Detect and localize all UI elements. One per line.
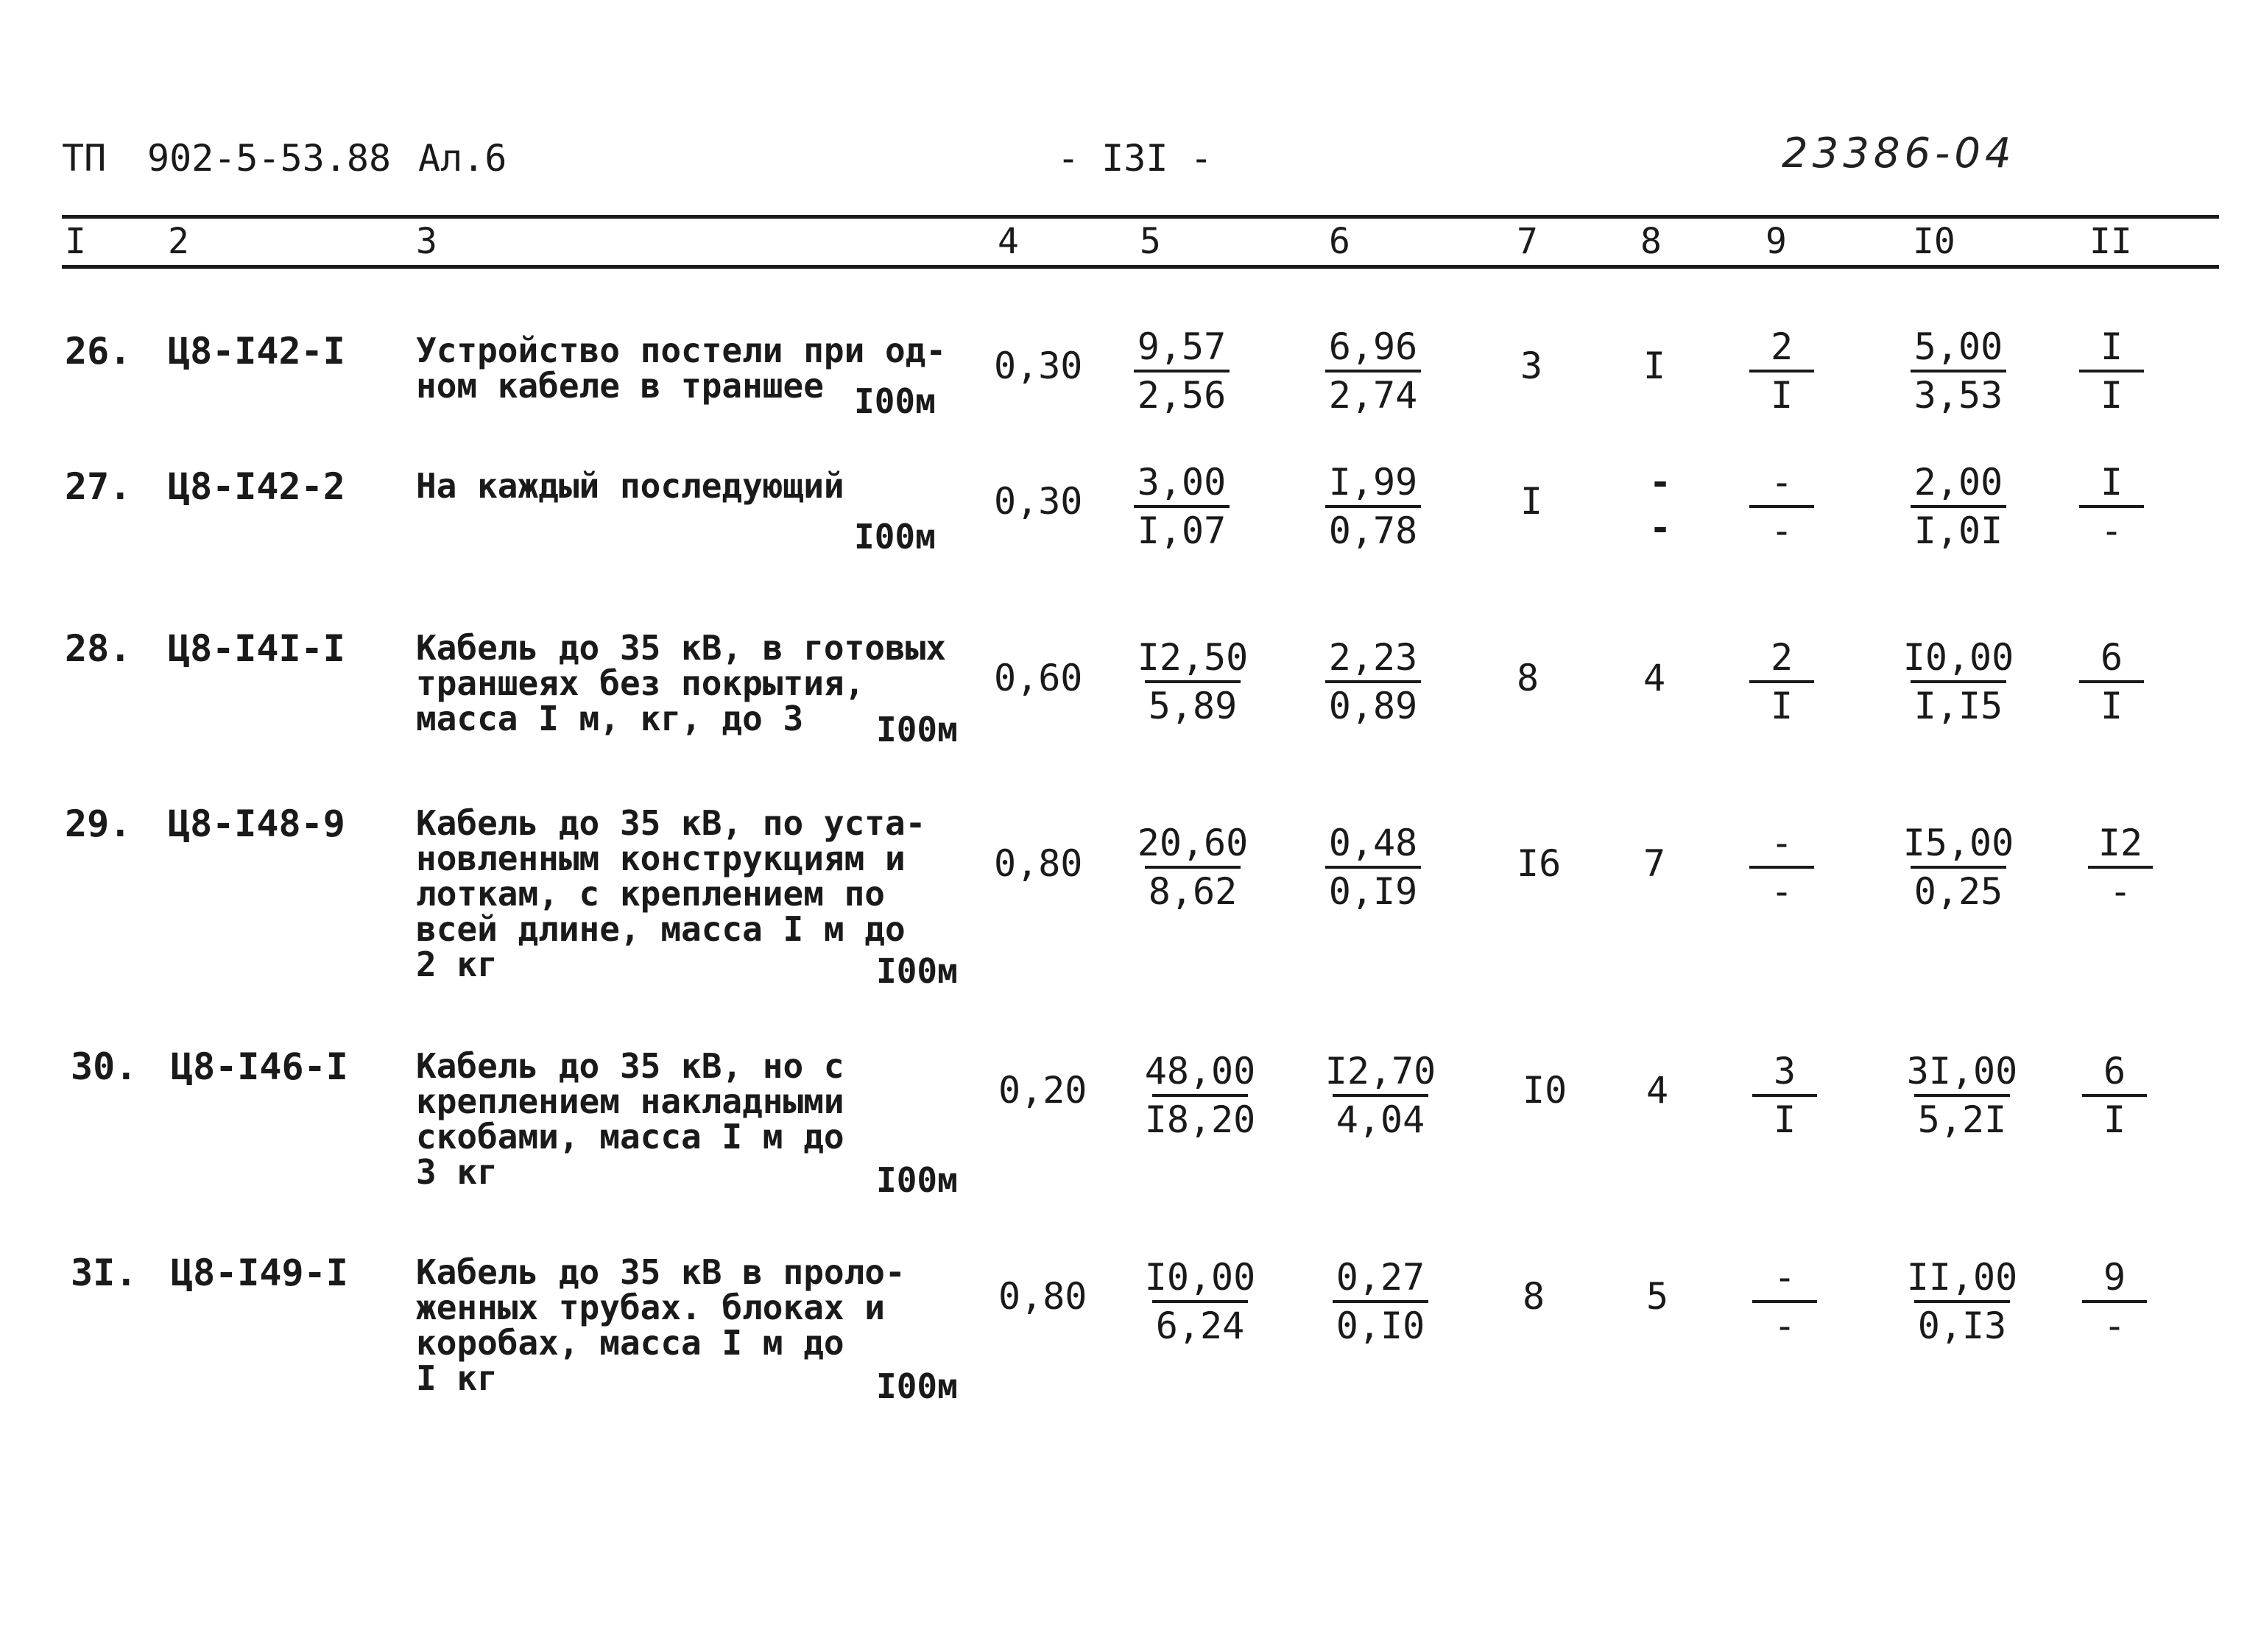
col8-value: 7	[1643, 842, 1666, 885]
quantity: 0,20	[998, 1069, 1087, 1112]
value-bottom: 5,89	[1148, 685, 1238, 727]
col7-value: 3	[1520, 345, 1543, 387]
value-bottom: I	[2103, 1098, 2126, 1141]
page-number: - I3I -	[1057, 137, 1213, 180]
value-top: -	[1770, 461, 1793, 504]
fraction-col10	[1896, 459, 2021, 554]
value-bottom: -	[1773, 1305, 1796, 1347]
fraction-col6	[1311, 459, 1436, 554]
value-top: I2,70	[1324, 1050, 1436, 1092]
fraction-col9	[1745, 820, 1819, 914]
value-bottom: 6,24	[1155, 1305, 1245, 1347]
quantity: 0,30	[994, 345, 1083, 387]
value-top: -	[1773, 1256, 1796, 1299]
fraction-col5	[1137, 1254, 1263, 1349]
quantity: 0,80	[994, 842, 1083, 885]
unit: I00м	[854, 381, 936, 421]
fraction-col6	[1311, 820, 1436, 914]
value-top: I2,50	[1137, 636, 1249, 679]
column-header: 3	[416, 221, 437, 262]
rate-code: Ц8-I42-2	[168, 465, 345, 508]
fraction-col10	[1896, 820, 2021, 914]
column-header: II	[2089, 221, 2132, 262]
value-top: II,00	[1906, 1256, 2018, 1299]
rate-code: Ц8-I49-I	[171, 1252, 348, 1294]
column-header: 9	[1766, 221, 1787, 262]
value-top: -	[1770, 822, 1793, 864]
quantity: 0,30	[994, 480, 1083, 523]
value-top: 5,00	[1913, 325, 2003, 368]
col8-value: I	[1643, 345, 1666, 387]
fraction-col11	[2075, 324, 2148, 418]
value-top: I2	[2098, 822, 2143, 864]
fraction-col9	[1745, 635, 1819, 729]
row-number: 3I.	[71, 1252, 138, 1294]
fraction-col9	[1745, 459, 1819, 554]
column-header: 6	[1329, 221, 1350, 262]
value-top: 3	[1773, 1050, 1796, 1092]
unit: I00м	[876, 1366, 958, 1406]
column-header: 8	[1640, 221, 1662, 262]
fraction-col11	[2078, 1254, 2151, 1349]
value-top: 6	[2103, 1050, 2126, 1092]
quantity: 0,80	[998, 1275, 1087, 1318]
value-bottom: 0,I0	[1336, 1305, 1425, 1347]
fraction-col5	[1130, 820, 1255, 914]
col7-value: 8	[1523, 1275, 1545, 1318]
col8-value: 5	[1646, 1275, 1669, 1318]
fraction-col10	[1896, 324, 2021, 418]
value-bottom: I,07	[1137, 509, 1227, 552]
value-bottom: 0,25	[1913, 870, 2003, 913]
column-header: 7	[1517, 221, 1538, 262]
column-header: 5	[1140, 221, 1161, 262]
value-top: 0,48	[1328, 822, 1418, 864]
work-description: Кабель до 35 кВ в проло- женных трубах. блоках и коробах, масса I м до I кг	[416, 1252, 906, 1398]
fraction-col5	[1119, 459, 1244, 554]
row-number: 28.	[65, 627, 132, 670]
col7-value: I	[1520, 480, 1543, 523]
col7-value: I0	[1523, 1069, 1567, 1112]
value-top: I,99	[1328, 461, 1418, 504]
fraction-col10	[1900, 1254, 2025, 1349]
unit: I00м	[876, 951, 958, 991]
fraction-col9	[1748, 1254, 1821, 1349]
col8-value: 4	[1643, 657, 1666, 699]
value-bottom: 0,I9	[1328, 870, 1418, 913]
row-number: 30.	[71, 1045, 138, 1088]
table-header-rule	[62, 265, 2219, 269]
value-bottom: I,0I	[1913, 509, 2003, 552]
rate-code: Ц8-I48-9	[168, 802, 345, 845]
fraction-col6	[1318, 1048, 1443, 1143]
unit: I00м	[876, 1160, 958, 1200]
value-bottom: -	[2109, 870, 2132, 913]
value-top: 48,00	[1144, 1050, 1256, 1092]
value-top: 2	[1770, 325, 1793, 368]
value-top: I5,00	[1902, 822, 2014, 864]
value-top: 3I,00	[1906, 1050, 2018, 1092]
value-top: I	[2100, 461, 2123, 504]
value-bottom: 3,53	[1913, 374, 2003, 417]
value-bottom: -	[1770, 509, 1793, 552]
value-top: 2,23	[1328, 636, 1418, 679]
value-bottom: 0,I3	[1917, 1305, 2007, 1347]
fraction-col6	[1318, 1254, 1443, 1349]
rate-code: Ц8-I42-I	[168, 330, 345, 373]
column-header: I0	[1913, 221, 1955, 262]
fraction-col5	[1119, 324, 1244, 418]
work-description: Кабель до 35 кВ, в готовых траншеях без покрытия, масса I м, кг, до 3	[416, 628, 947, 738]
table-top-rule	[62, 215, 2219, 219]
fraction-col5	[1137, 1048, 1263, 1143]
fraction-col6	[1311, 635, 1436, 729]
value-bottom: 0,78	[1328, 509, 1418, 552]
col7-value: I6	[1517, 842, 1562, 885]
column-header: 4	[998, 221, 1019, 262]
value-bottom: 5,2I	[1917, 1098, 2007, 1141]
value-top: 9	[2103, 1256, 2126, 1299]
value-top: 0,27	[1336, 1256, 1425, 1299]
col7-value: 8	[1517, 657, 1539, 699]
value-top: I0,00	[1902, 636, 2014, 679]
fraction-col9	[1745, 324, 1819, 418]
value-top: 6,96	[1328, 325, 1418, 368]
value-bottom: I	[1770, 685, 1793, 727]
column-header: 2	[168, 221, 189, 262]
fraction-col10	[1896, 635, 2021, 729]
fraction-col11	[2075, 635, 2148, 729]
value-bottom: 4,04	[1336, 1098, 1425, 1141]
value-bottom: I	[2100, 374, 2123, 417]
value-bottom: I	[2100, 685, 2123, 727]
work-description: Кабель до 35 кВ, по уста- новленным конструкциям и лоткам, с креплением по всей длине, масса I м до 2 кг	[416, 803, 926, 984]
value-bottom: 2,56	[1137, 374, 1227, 417]
work-description: Устройство постели при од- ном кабеле в траншее	[416, 331, 947, 406]
fraction-col11	[2075, 459, 2148, 554]
value-bottom: -	[2100, 509, 2123, 552]
row-number: 26.	[65, 330, 132, 373]
column-header: I	[65, 221, 86, 262]
rate-code: Ц8-I46-I	[171, 1045, 348, 1088]
row-number: 29.	[65, 802, 132, 845]
fraction-col11	[2084, 820, 2157, 914]
doc-number: 902-5-53.88	[147, 137, 392, 180]
value-bottom: -	[2103, 1305, 2126, 1347]
value-bottom: 0,89	[1328, 685, 1418, 727]
unit: I00м	[854, 517, 936, 557]
value-bottom: 2,74	[1328, 374, 1418, 417]
value-bottom: I8,20	[1144, 1098, 1256, 1141]
value-top: 2,00	[1913, 461, 2003, 504]
fraction-col10	[1900, 1048, 2025, 1143]
value-bottom: I	[1773, 1098, 1796, 1141]
work-description: Кабель до 35 кВ, но с креплением накладными скобами, масса I м до 3 кг	[416, 1046, 844, 1192]
fraction-col6	[1311, 324, 1436, 418]
fraction-col5	[1130, 635, 1255, 729]
rate-code: Ц8-I4I-I	[168, 627, 345, 670]
fraction-col11	[2078, 1048, 2151, 1143]
inventory-number: 23386-04	[1782, 130, 2016, 177]
value-bottom: I,I5	[1913, 685, 2003, 727]
quantity: 0,60	[994, 657, 1083, 699]
value-bottom: 8,62	[1148, 870, 1238, 913]
value-bottom: I	[1770, 374, 1793, 417]
value-top: I0,00	[1144, 1256, 1256, 1299]
work-description: На каждый последующий	[416, 466, 844, 506]
unit: I00м	[876, 710, 958, 749]
value-top: 20,60	[1137, 822, 1249, 864]
value-top: I	[2100, 325, 2123, 368]
value-top: 3,00	[1137, 461, 1227, 504]
value-top: 6	[2100, 636, 2123, 679]
row-number: 27.	[65, 465, 132, 508]
fraction-col9	[1748, 1048, 1821, 1143]
value-top: 2	[1770, 636, 1793, 679]
col8-value: - -	[1649, 461, 1672, 549]
doc-code: ТП	[62, 137, 107, 180]
value-bottom: -	[1770, 870, 1793, 913]
col8-value: 4	[1646, 1069, 1669, 1112]
album-label: Ал.6	[418, 137, 507, 180]
value-top: 9,57	[1137, 325, 1227, 368]
